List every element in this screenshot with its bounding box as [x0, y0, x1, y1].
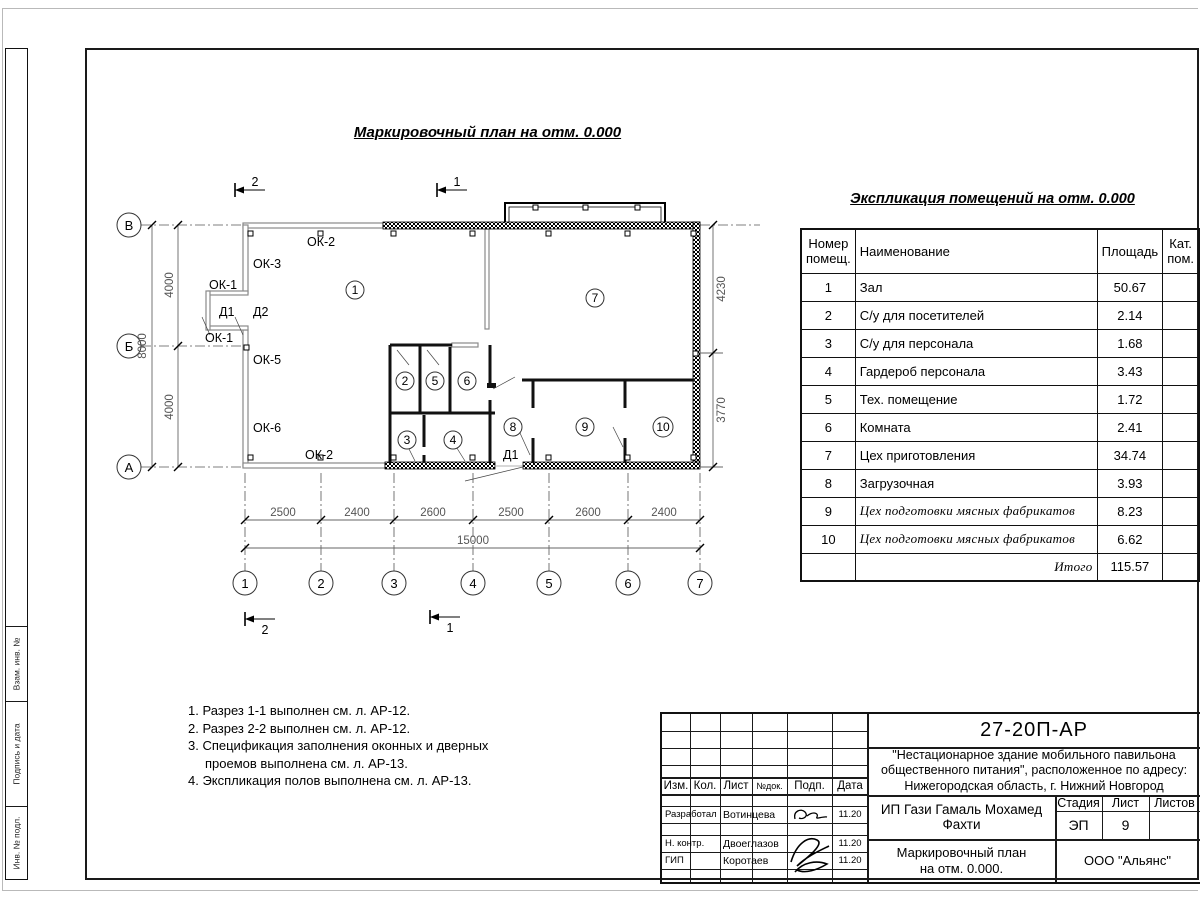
- margin-label-podpis: Подпись и дата: [11, 722, 22, 785]
- notes-block: [188, 702, 488, 790]
- section-label: 2: [251, 175, 259, 189]
- cell-name: С/у для персонала: [855, 329, 1097, 357]
- cell-name: Комната: [855, 413, 1097, 441]
- col-header-name: Наименование: [855, 229, 1097, 273]
- col-data: Дата: [837, 779, 863, 792]
- cell-cat: [1163, 357, 1199, 385]
- right-dim-lines: [700, 221, 723, 471]
- mark-ok2-bottom: ОК-2: [305, 448, 334, 462]
- title-block: [660, 712, 1200, 884]
- cell-cat: [1163, 469, 1199, 497]
- cell-name: Зал: [855, 273, 1097, 301]
- table-row: [801, 273, 1199, 301]
- cell-cat: [1163, 301, 1199, 329]
- axis-number: 2: [317, 576, 325, 591]
- room-label: 10: [656, 420, 670, 434]
- dim-4230: 4230: [716, 276, 728, 302]
- col-list: Лист: [723, 779, 749, 792]
- cell-num: 10: [801, 525, 855, 553]
- name-developer: Вотинцева: [723, 808, 776, 821]
- sheet-label: Лист: [1111, 796, 1140, 810]
- sheet-title-line1: Маркировочный план: [896, 844, 1027, 860]
- mark-d2: Д2: [253, 305, 269, 319]
- sheet-edge-left: [2, 8, 3, 890]
- note-line: 2. Разрез 2-2 выполнен см. л. АР-12.: [188, 720, 411, 736]
- col-podp: Подп.: [794, 779, 825, 792]
- sheet-value: 9: [1121, 817, 1130, 833]
- note-line: 1. Разрез 1-1 выполнен см. л. АР-12.: [188, 703, 411, 718]
- dim-seg: 2600: [575, 507, 601, 519]
- mark-ok1-lower: ОК-1: [205, 331, 234, 345]
- dim-8000-total: 8000: [137, 333, 149, 359]
- axis-numbers: [233, 571, 712, 595]
- cell-area: 34.74: [1097, 441, 1163, 469]
- col-izm: Изм.: [663, 779, 689, 792]
- room-label: 2: [401, 374, 409, 388]
- room-label: 1: [351, 283, 359, 297]
- axis-letter: Б: [124, 339, 134, 354]
- left-dim-labels: [137, 272, 176, 420]
- section-marks: [235, 175, 467, 637]
- margin-label-vzam: Взам. инв. №: [11, 637, 22, 690]
- cell-num: 7: [801, 441, 855, 469]
- room-label: 4: [449, 433, 457, 447]
- table-row: [801, 329, 1199, 357]
- signature-developer: [789, 807, 831, 822]
- sheet-edge-bottom: [2, 890, 1198, 891]
- cell-cat: [1163, 553, 1199, 581]
- col-header-cat: Кат. пом.: [1163, 229, 1199, 273]
- col-header-num: Номер помещ.: [801, 229, 855, 273]
- cell-area: 6.62: [1097, 525, 1163, 553]
- cell-cat: [1163, 525, 1199, 553]
- role-developer: Разработал: [665, 809, 717, 820]
- project-description: "Нестационарное здание мобильного павильона общественного питания", расположенное по адресу: Нижегородская область, г. Нижний Новгород: [880, 747, 1188, 793]
- dim-3770: 3770: [716, 397, 728, 423]
- section-mark-2-bottom: [245, 612, 275, 637]
- cell-area: 1.72: [1097, 385, 1163, 413]
- section-label: 1: [446, 621, 454, 635]
- date-developer: 11.20: [838, 809, 862, 820]
- table-row: [801, 301, 1199, 329]
- client-name: ИП Гази Гамаль Мохамед Фахти: [880, 802, 1043, 832]
- cell-num: 1: [801, 273, 855, 301]
- total-value: 115.57: [1097, 553, 1163, 581]
- axis-number: 4: [469, 576, 477, 591]
- cell-num: [801, 553, 855, 581]
- name-ncontr: Двоеглазов: [723, 837, 779, 850]
- leader-lines: [202, 317, 623, 481]
- date-ncontr: 11.20: [838, 838, 862, 849]
- cell-area: 2.14: [1097, 301, 1163, 329]
- stage-value: ЭП: [1068, 817, 1089, 833]
- sheet-title: [868, 839, 1055, 882]
- floor-plan: [95, 145, 785, 665]
- dim-seg: 2400: [344, 507, 370, 519]
- right-dim-labels: [716, 276, 728, 423]
- table-row: [801, 525, 1199, 553]
- note-line: 4. Экспликация полов выполнена см. л. АР-13.: [188, 773, 472, 788]
- axis-letter: В: [124, 218, 134, 233]
- cell-name: С/у для посетителей: [855, 301, 1097, 329]
- cell-num: 3: [801, 329, 855, 357]
- room-label: 7: [591, 291, 599, 305]
- mark-ok1-upper: ОК-1: [209, 278, 238, 292]
- role-gip: ГИП: [665, 855, 684, 866]
- note-line: 3. Спецификация заполнения оконных и дверных: [188, 738, 489, 753]
- company-name: ООО "Альянс": [1084, 853, 1171, 868]
- note-line: проемов выполнена см. л. АР-13.: [205, 755, 408, 771]
- axis-number: 7: [696, 576, 704, 591]
- cell-cat: [1163, 497, 1199, 525]
- section-label: 2: [261, 623, 269, 637]
- sheets-label: Листов: [1154, 796, 1195, 810]
- date-gip: 11.20: [838, 855, 862, 866]
- cell-area: 3.93: [1097, 469, 1163, 497]
- axis-number: 1: [241, 576, 249, 591]
- dim-seg: 2400: [651, 507, 677, 519]
- table-row: [801, 357, 1199, 385]
- plan-title: Маркировочный план на отм. 0.000: [353, 124, 622, 141]
- section-mark-1-bottom: [430, 610, 460, 635]
- cell-num: 4: [801, 357, 855, 385]
- sheet-edge-top: [2, 8, 1198, 9]
- cell-cat: [1163, 385, 1199, 413]
- dim-seg: 2500: [270, 507, 296, 519]
- bottom-dim-labels: [270, 507, 677, 547]
- mark-d1: Д1: [219, 305, 235, 319]
- cell-num: 9: [801, 497, 855, 525]
- signature-ncontr-gip: [787, 832, 833, 876]
- total-label: Итого: [855, 553, 1097, 581]
- explication-table: [800, 228, 1200, 582]
- cell-area: 1.68: [1097, 329, 1163, 357]
- table-row: [801, 441, 1199, 469]
- opening-marks: [205, 235, 518, 462]
- cell-cat: [1163, 329, 1199, 357]
- cell-name: Цех приготовления: [855, 441, 1097, 469]
- cell-num: 2: [801, 301, 855, 329]
- col-ndok: №док.: [756, 780, 783, 791]
- cell-cat: [1163, 441, 1199, 469]
- dim-seg: 2600: [420, 507, 446, 519]
- partitions: [390, 345, 695, 463]
- name-gip: Коротаев: [723, 854, 769, 867]
- cell-name: Гардероб персонала: [855, 357, 1097, 385]
- room-label: 5: [431, 374, 439, 388]
- mark-ok5: ОК-5: [253, 353, 282, 367]
- cell-area: 3.43: [1097, 357, 1163, 385]
- margin-attribute-strip: [5, 48, 28, 880]
- mark-ok6: ОК-6: [253, 421, 282, 435]
- cell-cat: [1163, 413, 1199, 441]
- axis-letter: А: [124, 460, 134, 475]
- cell-name: Цех подготовки мясных фабрикатов: [855, 525, 1097, 553]
- table-row: [801, 497, 1199, 525]
- table-row: [801, 469, 1199, 497]
- mark-d1-bottom: Д1: [503, 448, 519, 462]
- role-ncontr: Н. контр.: [665, 838, 705, 849]
- room-label: 6: [463, 374, 471, 388]
- doc-number: 27-20П-АР: [980, 719, 1088, 741]
- cell-area: 8.23: [1097, 497, 1163, 525]
- col-kol: Кол.: [693, 779, 717, 792]
- cell-name: Тех. помещение: [855, 385, 1097, 413]
- dim-seg: 2500: [498, 507, 524, 519]
- room-label: 8: [509, 420, 517, 434]
- col-header-area: Площадь: [1097, 229, 1163, 273]
- dim-4000-upper: 4000: [164, 272, 176, 298]
- section-mark-2-top: [235, 175, 265, 197]
- axis-number: 6: [624, 576, 632, 591]
- mark-ok2-top: ОК-2: [307, 235, 336, 249]
- cell-area: 50.67: [1097, 273, 1163, 301]
- cell-area: 2.41: [1097, 413, 1163, 441]
- table-row: [801, 385, 1199, 413]
- margin-label-inv: Инв. № подл.: [11, 816, 22, 870]
- room-label: 3: [403, 433, 411, 447]
- table-row: [801, 413, 1199, 441]
- axis-number: 5: [545, 576, 553, 591]
- cell-name: Загрузочная: [855, 469, 1097, 497]
- total-row: [801, 553, 1199, 581]
- section-label: 1: [453, 175, 461, 189]
- sheet-title-line2: на отм. 0.000.: [919, 860, 1004, 876]
- cell-cat: [1163, 273, 1199, 301]
- mark-ok3: ОК-3: [253, 257, 282, 271]
- room-label: 9: [581, 420, 589, 434]
- stage-label: Стадия: [1057, 796, 1100, 810]
- cell-num: 5: [801, 385, 855, 413]
- room-numbers: [346, 281, 673, 449]
- cell-num: 8: [801, 469, 855, 497]
- dim-4000-lower: 4000: [164, 394, 176, 420]
- explication-title: Экспликация помещений на отм. 0.000: [850, 191, 1135, 207]
- axis-number: 3: [390, 576, 398, 591]
- explication-header-row: [801, 229, 1199, 273]
- door-jag: [487, 383, 496, 388]
- dim-total: 15000: [457, 535, 489, 547]
- section-mark-1-top: [437, 175, 467, 197]
- cell-num: 6: [801, 413, 855, 441]
- cell-name: Цех подготовки мясных фабрикатов: [855, 497, 1097, 525]
